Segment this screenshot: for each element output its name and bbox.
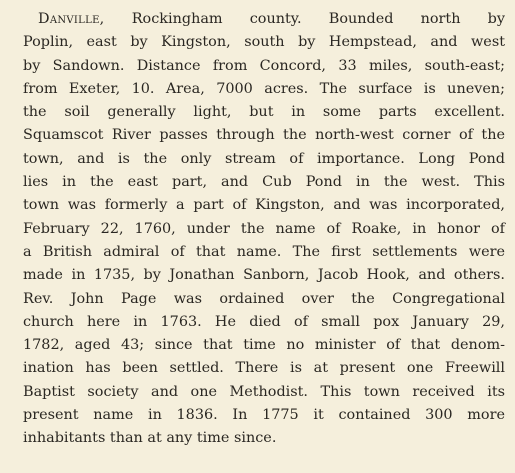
gazetteer-entry [23, 8, 505, 451]
text-line: Squamscot River passes through the north-west corner of the [23, 127, 505, 144]
text-line: from Exeter, 10. Area, 7000 acres. The surface is uneven; [23, 80, 505, 97]
text-line: Poplin, east by Kingston, south by Hempstead, and west [23, 34, 505, 51]
text-line: town was formerly a part of Kingston, and was incorporated, [23, 197, 505, 214]
text-line: made in 1735, by Jonathan Sanborn, Jacob Hook, and others. [23, 267, 505, 284]
text-line: church here in 1763. He died of small pox January 29, [23, 313, 505, 330]
text-line: the soil generally light, but in some parts excellent. [23, 104, 505, 121]
text-line: Baptist society and one Methodist. This town received its [23, 383, 505, 400]
text-line: by Sandown. Distance from Concord, 33 miles, south-east; [23, 57, 505, 74]
entry-headword: Danville, [38, 11, 105, 27]
text-line: Rev. John Page was ordained over the Congregational [23, 290, 505, 307]
text-line: February 22, 1760, under the name of Roake, in honor of [23, 220, 505, 237]
text-line-content: Rockingham county. Bounded north by [104, 11, 505, 27]
text-line: 1782, aged 43; since that time no minister of that denom- [23, 337, 505, 354]
text-line: town, and is the only stream of importance. Long Pond [23, 150, 505, 167]
text-line: ination has been settled. There is at present one Freewill [23, 360, 505, 377]
text-line: a British admiral of that name. The first settlements were [23, 243, 505, 260]
text-line: inhabitants than at any time since. [23, 430, 277, 447]
text-line [23, 8, 505, 31]
text-line: lies in the east part, and Cub Pond in the west. This [23, 174, 505, 191]
text-line: present name in 1836. In 1775 it contained 300 more [23, 407, 505, 424]
